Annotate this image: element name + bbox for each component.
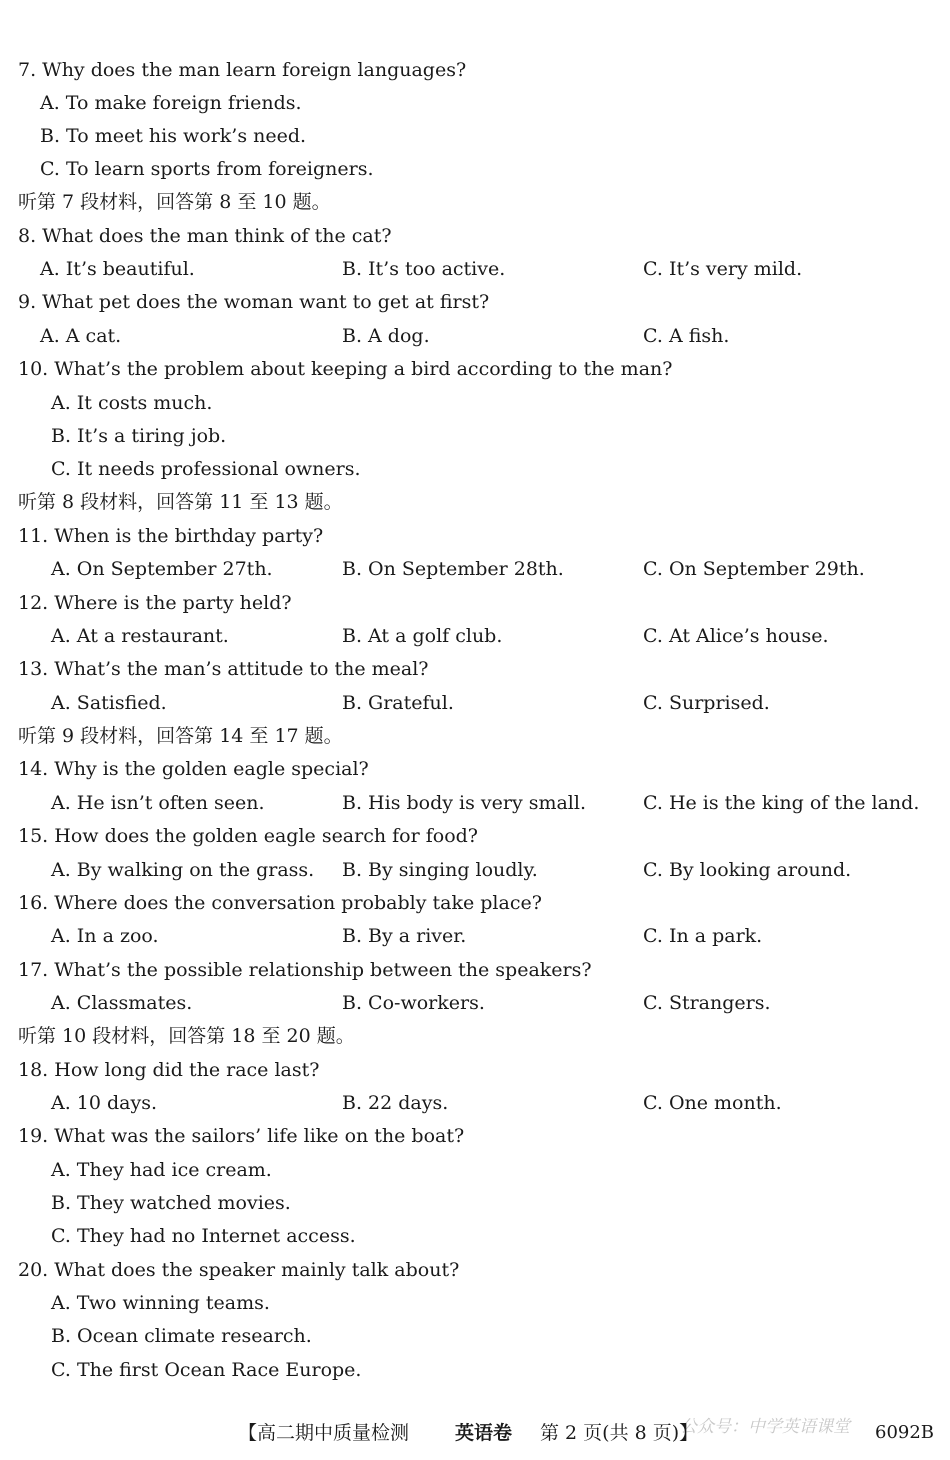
- question-7-option-a: A. To make foreign friends.: [40, 92, 302, 114]
- option-c: C. It’s very mild.: [643, 258, 803, 280]
- question-17-options: [0, 988, 950, 1018]
- question-11-options: [0, 554, 950, 584]
- option-a: A. It’s beautiful.: [40, 258, 195, 280]
- question-10-option-b: B. It’s a tiring job.: [51, 425, 227, 447]
- option-c: C. He is the king of the land.: [643, 792, 920, 814]
- section-instruction: 听第 7 段材料，回答第 8 至 10 题。: [18, 191, 331, 213]
- question-18-stem: 18. How long did the race last?: [18, 1059, 320, 1081]
- question-10-option-c: C. It needs professional owners.: [51, 458, 361, 480]
- option-b: B. Co-workers.: [342, 992, 485, 1014]
- option-b: B. 22 days.: [342, 1092, 449, 1114]
- option-a: A. In a zoo.: [51, 925, 159, 947]
- question-19-option-c: C. They had no Internet access.: [51, 1225, 356, 1247]
- option-b: B. His body is very small.: [342, 792, 587, 814]
- option-b: B. Grateful.: [342, 692, 454, 714]
- option-c: C. In a park.: [643, 925, 763, 947]
- question-7-option-c: C. To learn sports from foreigners.: [40, 158, 374, 180]
- option-c: C. On September 29th.: [643, 558, 865, 580]
- section-instruction: 听第 8 段材料，回答第 11 至 13 题。: [18, 491, 343, 513]
- option-a: A. On September 27th.: [51, 558, 273, 580]
- question-15-stem: 15. How does the golden eagle search for food?: [18, 825, 478, 847]
- question-9-stem: 9. What pet does the woman want to get at first?: [18, 291, 490, 313]
- question-12-options: [0, 621, 950, 651]
- watermark: 公众号：中学英语课堂: [680, 1417, 850, 1437]
- question-16-stem: 16. Where does the conversation probably take place?: [18, 892, 542, 914]
- option-b: B. At a golf club.: [342, 625, 503, 647]
- option-b: B. By a river.: [342, 925, 467, 947]
- question-19-option-a: A. They had ice cream.: [51, 1159, 272, 1181]
- question-12-stem: 12. Where is the party held?: [18, 592, 292, 614]
- question-19-option-b: B. They watched movies.: [51, 1192, 291, 1214]
- question-14-options: [0, 788, 950, 818]
- option-b: B. On September 28th.: [342, 558, 564, 580]
- question-7-option-b: B. To meet his work’s need.: [40, 125, 307, 147]
- option-a: A. By walking on the grass.: [51, 859, 315, 881]
- question-13-options: [0, 688, 950, 718]
- question-20-option-c: C. The first Ocean Race Europe.: [51, 1359, 362, 1381]
- question-8-stem: 8. What does the man think of the cat?: [18, 225, 392, 247]
- footer-page-number: 第 2 页(共 8 页)】: [540, 1422, 699, 1444]
- question-16-options: [0, 921, 950, 951]
- question-19-stem: 19. What was the sailors’ life like on the boat?: [18, 1125, 465, 1147]
- option-c: C. By looking around.: [643, 859, 852, 881]
- question-17-stem: 17. What’s the possible relationship between the speakers?: [18, 959, 592, 981]
- option-b: B. A dog.: [342, 325, 430, 347]
- question-14-stem: 14. Why is the golden eagle special?: [18, 758, 369, 780]
- option-c: C. A fish.: [643, 325, 730, 347]
- option-c: C. Strangers.: [643, 992, 771, 1014]
- question-7-stem: 7. Why does the man learn foreign languages?: [18, 59, 467, 81]
- option-b: B. By singing loudly.: [342, 859, 538, 881]
- question-20-option-a: A. Two winning teams.: [51, 1292, 270, 1314]
- option-a: A. Satisfied.: [51, 692, 167, 714]
- question-9-options: [0, 321, 950, 351]
- question-20-stem: 20. What does the speaker mainly talk about?: [18, 1259, 460, 1281]
- option-b: B. It’s too active.: [342, 258, 506, 280]
- option-c: C. At Alice’s house.: [643, 625, 829, 647]
- question-11-stem: 11. When is the birthday party?: [18, 525, 324, 547]
- question-10-stem: 10. What’s the problem about keeping a bird according to the man?: [18, 358, 673, 380]
- option-c: C. One month.: [643, 1092, 782, 1114]
- option-a: A. Classmates.: [51, 992, 193, 1014]
- option-a: A. He isn’t often seen.: [51, 792, 265, 814]
- question-15-options: [0, 855, 950, 885]
- footer-code: 6092B: [875, 1422, 935, 1443]
- option-a: A. A cat.: [40, 325, 122, 347]
- question-10-option-a: A. It costs much.: [51, 392, 213, 414]
- question-18-options: [0, 1088, 950, 1118]
- option-c: C. Surprised.: [643, 692, 770, 714]
- section-instruction: 听第 9 段材料，回答第 14 至 17 题。: [18, 725, 343, 747]
- footer-exam-title: 【高二期中质量检测: [238, 1422, 410, 1444]
- footer-subject: 英语卷: [455, 1422, 513, 1444]
- question-13-stem: 13. What’s the man’s attitude to the meal?: [18, 658, 429, 680]
- page-footer: [0, 1418, 950, 1448]
- question-20-option-b: B. Ocean climate research.: [51, 1325, 312, 1347]
- option-a: A. At a restaurant.: [51, 625, 229, 647]
- question-8-options: [0, 254, 950, 284]
- section-instruction: 听第 10 段材料，回答第 18 至 20 题。: [18, 1025, 355, 1047]
- option-a: A. 10 days.: [51, 1092, 158, 1114]
